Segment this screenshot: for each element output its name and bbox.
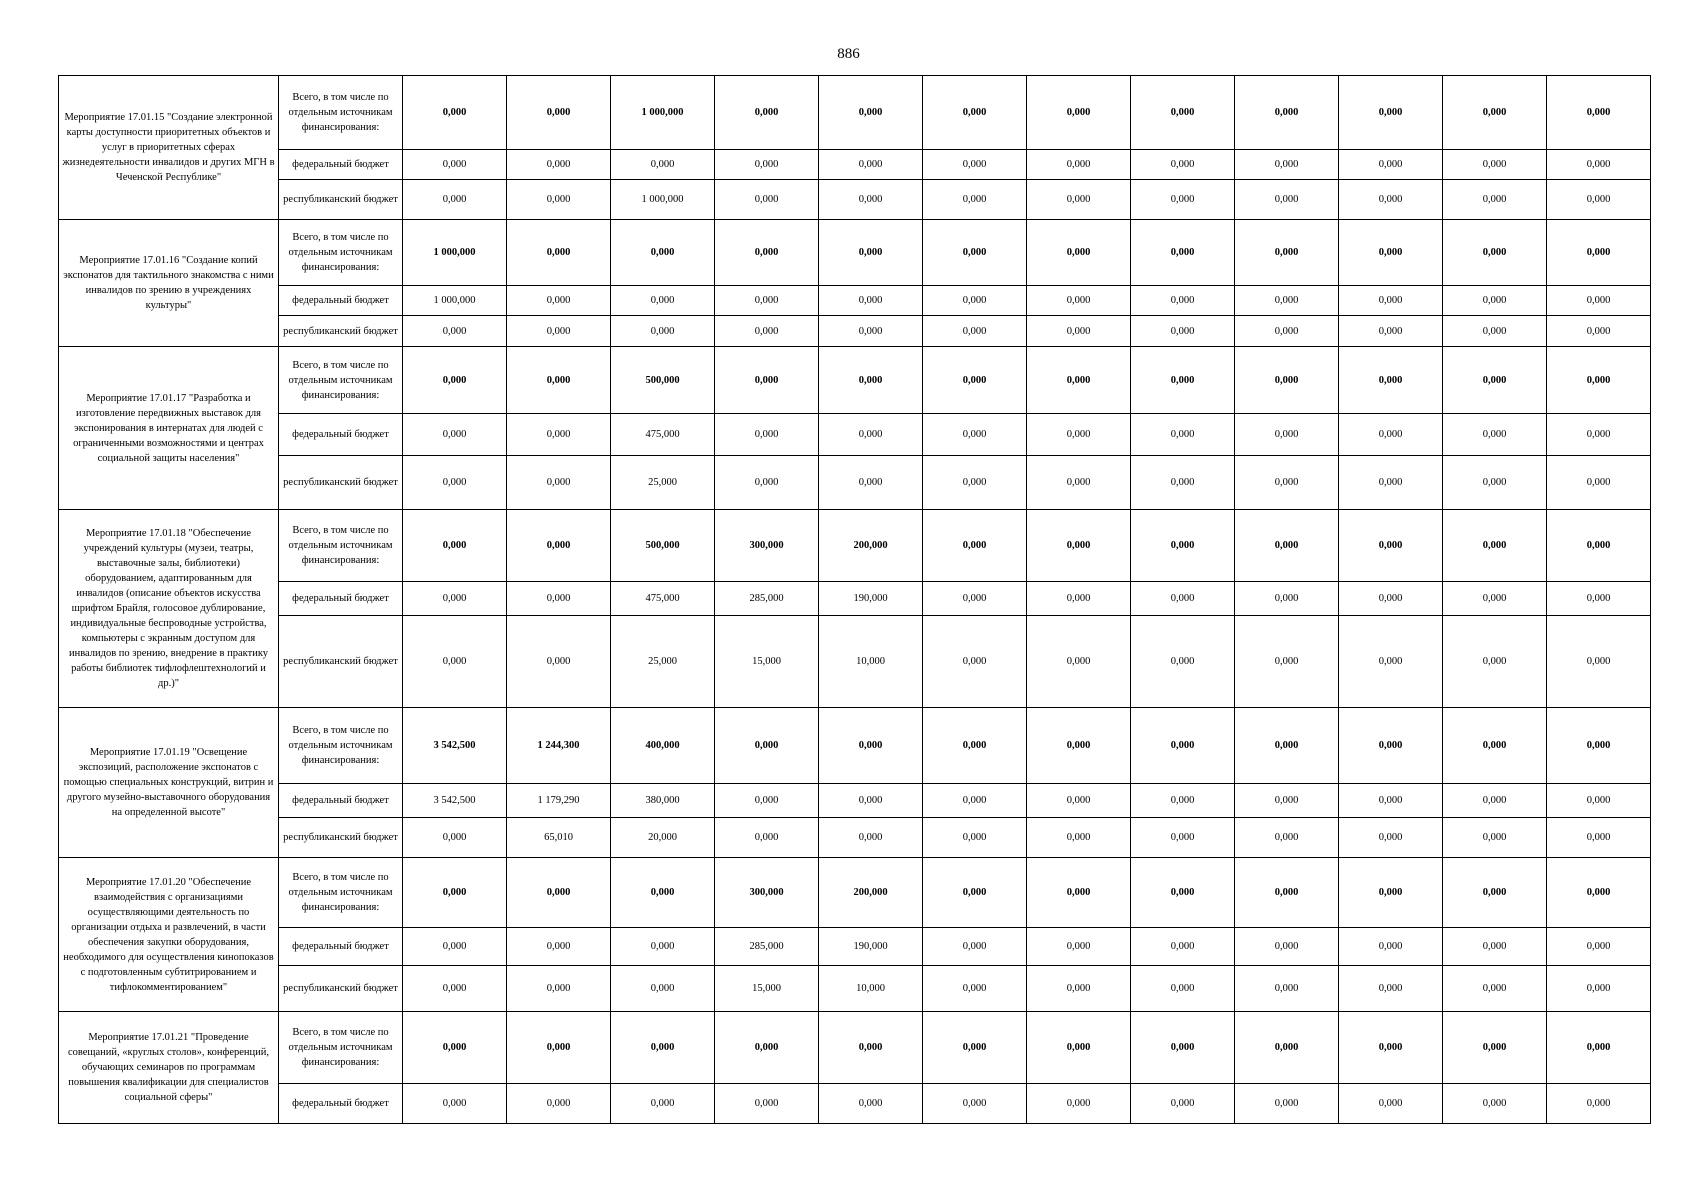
- amount-cell: 0,000: [1443, 818, 1547, 858]
- amount-cell: 0,000: [715, 1084, 819, 1124]
- amount-cell: 0,000: [1339, 510, 1443, 582]
- amount-cell: 0,000: [1339, 220, 1443, 286]
- amount-cell: 0,000: [1547, 966, 1651, 1012]
- amount-cell: 0,000: [1443, 1084, 1547, 1124]
- amount-cell: 0,000: [403, 582, 507, 616]
- amount-cell: 0,000: [1547, 180, 1651, 220]
- amount-cell: 0,000: [507, 858, 611, 928]
- amount-cell: 0,000: [819, 784, 923, 818]
- amount-cell: 0,000: [923, 316, 1027, 347]
- amount-cell: 0,000: [1547, 286, 1651, 316]
- amount-cell: 0,000: [1235, 818, 1339, 858]
- amount-cell: 0,000: [1131, 928, 1235, 966]
- amount-cell: 10,000: [819, 616, 923, 708]
- amount-cell: 0,000: [1131, 1012, 1235, 1084]
- amount-cell: 0,000: [1131, 1084, 1235, 1124]
- funding-source: федеральный бюджет: [279, 150, 403, 180]
- activity-title: Мероприятие 17.01.17 "Разработка и изготовление передвижных выставок для экспонирования в интернатах для людей с ограниченными возможностями и центрах социальной защиты населения": [59, 347, 279, 510]
- funding-source: республиканский бюджет: [279, 316, 403, 347]
- amount-cell: 0,000: [923, 928, 1027, 966]
- amount-cell: 0,000: [923, 1084, 1027, 1124]
- amount-cell: 0,000: [923, 286, 1027, 316]
- amount-cell: 0,000: [819, 286, 923, 316]
- amount-cell: 15,000: [715, 966, 819, 1012]
- table-row: [59, 616, 1651, 708]
- amount-cell: 0,000: [1235, 616, 1339, 708]
- amount-cell: 0,000: [1339, 858, 1443, 928]
- amount-cell: 0,000: [403, 414, 507, 456]
- amount-cell: 0,000: [1131, 286, 1235, 316]
- amount-cell: 0,000: [403, 76, 507, 150]
- amount-cell: 0,000: [507, 1084, 611, 1124]
- amount-cell: 0,000: [1027, 510, 1131, 582]
- amount-cell: 0,000: [1339, 784, 1443, 818]
- amount-cell: 0,000: [1027, 456, 1131, 510]
- amount-cell: 285,000: [715, 928, 819, 966]
- amount-cell: 0,000: [923, 818, 1027, 858]
- amount-cell: 475,000: [611, 582, 715, 616]
- table-row: [59, 150, 1651, 180]
- amount-cell: 0,000: [507, 510, 611, 582]
- amount-cell: 0,000: [1027, 220, 1131, 286]
- amount-cell: 0,000: [1235, 316, 1339, 347]
- amount-cell: 0,000: [1131, 616, 1235, 708]
- funding-table: [58, 75, 1651, 1124]
- funding-source: республиканский бюджет: [279, 180, 403, 220]
- amount-cell: 0,000: [923, 510, 1027, 582]
- amount-cell: 0,000: [1443, 456, 1547, 510]
- amount-cell: 0,000: [715, 1012, 819, 1084]
- amount-cell: 0,000: [1547, 582, 1651, 616]
- amount-cell: 0,000: [611, 1012, 715, 1084]
- amount-cell: 0,000: [1131, 180, 1235, 220]
- amount-cell: 0,000: [923, 966, 1027, 1012]
- amount-cell: 0,000: [1235, 220, 1339, 286]
- amount-cell: 300,000: [715, 858, 819, 928]
- amount-cell: 1 000,000: [403, 286, 507, 316]
- amount-cell: 0,000: [611, 286, 715, 316]
- amount-cell: 0,000: [923, 414, 1027, 456]
- amount-cell: 0,000: [1027, 708, 1131, 784]
- amount-cell: 0,000: [1339, 316, 1443, 347]
- amount-cell: 0,000: [1235, 510, 1339, 582]
- amount-cell: 0,000: [819, 1084, 923, 1124]
- amount-cell: 0,000: [1547, 76, 1651, 150]
- amount-cell: 0,000: [507, 616, 611, 708]
- amount-cell: 0,000: [507, 76, 611, 150]
- amount-cell: 3 542,500: [403, 784, 507, 818]
- amount-cell: 0,000: [1235, 784, 1339, 818]
- amount-cell: 0,000: [403, 510, 507, 582]
- amount-cell: 0,000: [1443, 180, 1547, 220]
- amount-cell: 0,000: [1027, 150, 1131, 180]
- amount-cell: 0,000: [1235, 347, 1339, 414]
- amount-cell: 0,000: [923, 180, 1027, 220]
- activity-title: Мероприятие 17.01.20 "Обеспечение взаимодействия с организациями осуществляющими деятельность по организации отдыха и развлечений, в части обеспечения закупки оборудования, необходимого для осуществления кинопоказов с подготовленным субтитрированием и тифлокомментированием": [59, 858, 279, 1012]
- table-row: [59, 818, 1651, 858]
- amount-cell: 0,000: [1235, 1012, 1339, 1084]
- funding-source: федеральный бюджет: [279, 1084, 403, 1124]
- table-row: [59, 784, 1651, 818]
- amount-cell: 0,000: [1547, 150, 1651, 180]
- page-number: 886: [837, 46, 860, 62]
- amount-cell: 0,000: [1443, 966, 1547, 1012]
- amount-cell: 0,000: [507, 347, 611, 414]
- amount-cell: 0,000: [1547, 784, 1651, 818]
- amount-cell: 285,000: [715, 582, 819, 616]
- amount-cell: 0,000: [507, 928, 611, 966]
- amount-cell: 0,000: [1547, 708, 1651, 784]
- funding-source: Всего, в том числе по отдельным источникам финансирования:: [279, 220, 403, 286]
- amount-cell: 0,000: [1339, 286, 1443, 316]
- amount-cell: 0,000: [715, 180, 819, 220]
- funding-source: федеральный бюджет: [279, 928, 403, 966]
- amount-cell: 0,000: [1547, 1084, 1651, 1124]
- amount-cell: 0,000: [715, 784, 819, 818]
- amount-cell: 0,000: [507, 966, 611, 1012]
- amount-cell: 0,000: [403, 456, 507, 510]
- amount-cell: 0,000: [1339, 616, 1443, 708]
- amount-cell: 0,000: [1131, 582, 1235, 616]
- table-row: [59, 316, 1651, 347]
- amount-cell: 0,000: [1339, 928, 1443, 966]
- amount-cell: 0,000: [1547, 1012, 1651, 1084]
- amount-cell: 0,000: [403, 1084, 507, 1124]
- amount-cell: 0,000: [1235, 858, 1339, 928]
- amount-cell: 380,000: [611, 784, 715, 818]
- amount-cell: 0,000: [1235, 180, 1339, 220]
- amount-cell: 0,000: [1443, 1012, 1547, 1084]
- amount-cell: 0,000: [715, 708, 819, 784]
- amount-cell: 500,000: [611, 347, 715, 414]
- table-row: [59, 347, 1651, 414]
- amount-cell: 0,000: [1027, 784, 1131, 818]
- amount-cell: 0,000: [923, 347, 1027, 414]
- amount-cell: 0,000: [1443, 928, 1547, 966]
- amount-cell: 0,000: [1339, 414, 1443, 456]
- funding-source: федеральный бюджет: [279, 286, 403, 316]
- amount-cell: 0,000: [923, 784, 1027, 818]
- amount-cell: 0,000: [1235, 1084, 1339, 1124]
- amount-cell: 0,000: [611, 858, 715, 928]
- amount-cell: 0,000: [715, 456, 819, 510]
- amount-cell: 0,000: [1547, 818, 1651, 858]
- amount-cell: 0,000: [1027, 286, 1131, 316]
- amount-cell: 0,000: [403, 347, 507, 414]
- funding-source: федеральный бюджет: [279, 582, 403, 616]
- amount-cell: 1 000,000: [403, 220, 507, 286]
- amount-cell: 0,000: [1131, 708, 1235, 784]
- amount-cell: 0,000: [1131, 220, 1235, 286]
- amount-cell: 0,000: [1443, 708, 1547, 784]
- amount-cell: 0,000: [507, 220, 611, 286]
- amount-cell: 0,000: [1235, 966, 1339, 1012]
- amount-cell: 200,000: [819, 510, 923, 582]
- amount-cell: 0,000: [1443, 784, 1547, 818]
- amount-cell: 0,000: [1027, 928, 1131, 966]
- amount-cell: 0,000: [1131, 858, 1235, 928]
- amount-cell: 0,000: [715, 347, 819, 414]
- amount-cell: 0,000: [611, 1084, 715, 1124]
- amount-cell: 0,000: [1443, 414, 1547, 456]
- table-row: [59, 286, 1651, 316]
- amount-cell: 0,000: [715, 150, 819, 180]
- amount-cell: 0,000: [819, 180, 923, 220]
- amount-cell: 0,000: [1547, 616, 1651, 708]
- table-row: [59, 1012, 1651, 1084]
- amount-cell: 0,000: [1443, 510, 1547, 582]
- amount-cell: 0,000: [1339, 347, 1443, 414]
- funding-source: республиканский бюджет: [279, 456, 403, 510]
- funding-source: Всего, в том числе по отдельным источникам финансирования:: [279, 347, 403, 414]
- amount-cell: 0,000: [1443, 616, 1547, 708]
- amount-cell: 0,000: [1547, 220, 1651, 286]
- amount-cell: 0,000: [819, 220, 923, 286]
- amount-cell: 0,000: [819, 76, 923, 150]
- amount-cell: 0,000: [819, 456, 923, 510]
- amount-cell: 0,000: [1027, 347, 1131, 414]
- amount-cell: 0,000: [1235, 456, 1339, 510]
- amount-cell: 0,000: [1235, 708, 1339, 784]
- funding-source: республиканский бюджет: [279, 616, 403, 708]
- amount-cell: 0,000: [1443, 347, 1547, 414]
- amount-cell: 0,000: [923, 150, 1027, 180]
- amount-cell: 0,000: [1339, 150, 1443, 180]
- amount-cell: 400,000: [611, 708, 715, 784]
- amount-cell: 0,000: [923, 582, 1027, 616]
- amount-cell: 10,000: [819, 966, 923, 1012]
- funding-source: Всего, в том числе по отдельным источникам финансирования:: [279, 510, 403, 582]
- amount-cell: 0,000: [611, 316, 715, 347]
- table-row: [59, 456, 1651, 510]
- amount-cell: 0,000: [1443, 220, 1547, 286]
- amount-cell: 0,000: [715, 414, 819, 456]
- amount-cell: 0,000: [1339, 708, 1443, 784]
- amount-cell: 0,000: [611, 966, 715, 1012]
- amount-cell: 0,000: [1027, 180, 1131, 220]
- amount-cell: 0,000: [1339, 180, 1443, 220]
- amount-cell: 0,000: [507, 150, 611, 180]
- funding-source: федеральный бюджет: [279, 784, 403, 818]
- amount-cell: 0,000: [403, 928, 507, 966]
- amount-cell: 200,000: [819, 858, 923, 928]
- amount-cell: 0,000: [1339, 1084, 1443, 1124]
- amount-cell: 0,000: [1027, 76, 1131, 150]
- amount-cell: 0,000: [1547, 510, 1651, 582]
- amount-cell: 0,000: [403, 966, 507, 1012]
- amount-cell: 0,000: [507, 180, 611, 220]
- amount-cell: 0,000: [507, 414, 611, 456]
- amount-cell: 0,000: [1339, 582, 1443, 616]
- amount-cell: 0,000: [1443, 858, 1547, 928]
- amount-cell: 0,000: [1027, 966, 1131, 1012]
- activity-title: Мероприятие 17.01.15 "Создание электронной карты доступности приоритетных объектов и услуг в приоритетных сферах жизнедеятельности инвалидов и других МГН в Чеченской Республике": [59, 76, 279, 220]
- amount-cell: 0,000: [1547, 347, 1651, 414]
- amount-cell: 1 000,000: [611, 180, 715, 220]
- amount-cell: 500,000: [611, 510, 715, 582]
- amount-cell: 0,000: [819, 1012, 923, 1084]
- table-row: [59, 414, 1651, 456]
- amount-cell: 0,000: [403, 150, 507, 180]
- amount-cell: 0,000: [819, 347, 923, 414]
- amount-cell: 0,000: [819, 708, 923, 784]
- amount-cell: 3 542,500: [403, 708, 507, 784]
- amount-cell: 0,000: [1443, 286, 1547, 316]
- amount-cell: 20,000: [611, 818, 715, 858]
- amount-cell: 0,000: [819, 818, 923, 858]
- table-row: [59, 966, 1651, 1012]
- amount-cell: 0,000: [403, 818, 507, 858]
- amount-cell: 65,010: [507, 818, 611, 858]
- amount-cell: 0,000: [1131, 150, 1235, 180]
- funding-source: Всего, в том числе по отдельным источникам финансирования:: [279, 858, 403, 928]
- amount-cell: 0,000: [1339, 1012, 1443, 1084]
- amount-cell: 0,000: [1027, 858, 1131, 928]
- amount-cell: 0,000: [507, 456, 611, 510]
- amount-cell: 0,000: [715, 76, 819, 150]
- amount-cell: 0,000: [403, 180, 507, 220]
- funding-source: республиканский бюджет: [279, 966, 403, 1012]
- table-row: [59, 858, 1651, 928]
- amount-cell: 0,000: [715, 818, 819, 858]
- amount-cell: 0,000: [403, 616, 507, 708]
- amount-cell: 0,000: [923, 858, 1027, 928]
- amount-cell: 0,000: [1235, 928, 1339, 966]
- amount-cell: 15,000: [715, 616, 819, 708]
- amount-cell: 0,000: [403, 858, 507, 928]
- amount-cell: 0,000: [1131, 510, 1235, 582]
- amount-cell: 0,000: [1443, 316, 1547, 347]
- amount-cell: 0,000: [403, 316, 507, 347]
- activity-title: Мероприятие 17.01.19 "Освещение экспозиций, расположение экспонатов с помощью специальных конструкций, витрин и другого музейно-выставочного оборудования на определенной высоте": [59, 708, 279, 858]
- amount-cell: 25,000: [611, 456, 715, 510]
- amount-cell: 0,000: [923, 76, 1027, 150]
- amount-cell: 0,000: [1339, 76, 1443, 150]
- amount-cell: 0,000: [1027, 582, 1131, 616]
- amount-cell: 0,000: [1027, 1084, 1131, 1124]
- amount-cell: 0,000: [1027, 1012, 1131, 1084]
- table-body: [59, 76, 1651, 1124]
- amount-cell: 0,000: [1131, 347, 1235, 414]
- amount-cell: 0,000: [715, 316, 819, 347]
- table-row: [59, 582, 1651, 616]
- funding-source: республиканский бюджет: [279, 818, 403, 858]
- amount-cell: 0,000: [1131, 456, 1235, 510]
- table-row: [59, 180, 1651, 220]
- amount-cell: 0,000: [1339, 456, 1443, 510]
- amount-cell: 0,000: [923, 616, 1027, 708]
- funding-source: Всего, в том числе по отдельным источникам финансирования:: [279, 708, 403, 784]
- amount-cell: 0,000: [1235, 76, 1339, 150]
- amount-cell: 300,000: [715, 510, 819, 582]
- amount-cell: 0,000: [923, 220, 1027, 286]
- amount-cell: 0,000: [611, 220, 715, 286]
- funding-source: федеральный бюджет: [279, 414, 403, 456]
- activity-title: Мероприятие 17.01.16 "Создание копий экспонатов для тактильного знакомства с ними инвалидов по зрению в учреждениях культуры": [59, 220, 279, 347]
- amount-cell: 0,000: [923, 456, 1027, 510]
- amount-cell: 0,000: [819, 150, 923, 180]
- table-row: [59, 708, 1651, 784]
- amount-cell: 0,000: [819, 316, 923, 347]
- table-row: [59, 1084, 1651, 1124]
- funding-source: Всего, в том числе по отдельным источникам финансирования:: [279, 1012, 403, 1084]
- amount-cell: 0,000: [1547, 928, 1651, 966]
- amount-cell: 0,000: [1027, 616, 1131, 708]
- amount-cell: 0,000: [1235, 414, 1339, 456]
- amount-cell: 0,000: [715, 286, 819, 316]
- table-row: [59, 220, 1651, 286]
- amount-cell: 0,000: [1131, 414, 1235, 456]
- amount-cell: 0,000: [507, 286, 611, 316]
- amount-cell: 1 000,000: [611, 76, 715, 150]
- amount-cell: 0,000: [403, 1012, 507, 1084]
- amount-cell: 0,000: [1547, 414, 1651, 456]
- amount-cell: 0,000: [1027, 818, 1131, 858]
- amount-cell: 0,000: [715, 220, 819, 286]
- amount-cell: 25,000: [611, 616, 715, 708]
- amount-cell: 475,000: [611, 414, 715, 456]
- amount-cell: 0,000: [507, 582, 611, 616]
- table-row: [59, 510, 1651, 582]
- amount-cell: 190,000: [819, 582, 923, 616]
- amount-cell: 0,000: [1443, 582, 1547, 616]
- amount-cell: 0,000: [1547, 858, 1651, 928]
- amount-cell: 0,000: [1131, 784, 1235, 818]
- amount-cell: 0,000: [1547, 316, 1651, 347]
- amount-cell: 0,000: [1131, 818, 1235, 858]
- table-row: [59, 76, 1651, 150]
- funding-source: Всего, в том числе по отдельным источникам финансирования:: [279, 76, 403, 150]
- amount-cell: 0,000: [923, 1012, 1027, 1084]
- amount-cell: 0,000: [1443, 150, 1547, 180]
- amount-cell: 0,000: [1235, 582, 1339, 616]
- amount-cell: 0,000: [1235, 286, 1339, 316]
- amount-cell: 0,000: [1235, 150, 1339, 180]
- amount-cell: 0,000: [1027, 414, 1131, 456]
- amount-cell: 0,000: [1443, 76, 1547, 150]
- amount-cell: 0,000: [1339, 818, 1443, 858]
- amount-cell: 0,000: [611, 150, 715, 180]
- amount-cell: 0,000: [611, 928, 715, 966]
- amount-cell: 0,000: [1547, 456, 1651, 510]
- amount-cell: 190,000: [819, 928, 923, 966]
- table-row: [59, 928, 1651, 966]
- amount-cell: 0,000: [1339, 966, 1443, 1012]
- amount-cell: 1 179,290: [507, 784, 611, 818]
- amount-cell: 0,000: [923, 708, 1027, 784]
- amount-cell: 0,000: [819, 414, 923, 456]
- amount-cell: 0,000: [1131, 966, 1235, 1012]
- amount-cell: 0,000: [1131, 316, 1235, 347]
- activity-title: Мероприятие 17.01.21 "Проведение совещаний, «круглых столов», конференций, обучающих семинаров по программам повышения квалификации для специалистов социальной сферы": [59, 1012, 279, 1124]
- amount-cell: 0,000: [507, 1012, 611, 1084]
- amount-cell: 0,000: [1131, 76, 1235, 150]
- amount-cell: 0,000: [1027, 316, 1131, 347]
- amount-cell: 1 244,300: [507, 708, 611, 784]
- activity-title: Мероприятие 17.01.18 "Обеспечение учреждений культуры (музеи, театры, выставочные залы, библиотеки) оборудованием, адаптированным для инвалидов (описание объектов искусства шрифтом Брайля, голосовое дублирование, индивидуальные беспроводные устройства, компьютеры с экранным доступом для инвалидов по зрению, внедрение в практику работы библиотек тифлофлештехнологий и др.)": [59, 510, 279, 708]
- amount-cell: 0,000: [507, 316, 611, 347]
